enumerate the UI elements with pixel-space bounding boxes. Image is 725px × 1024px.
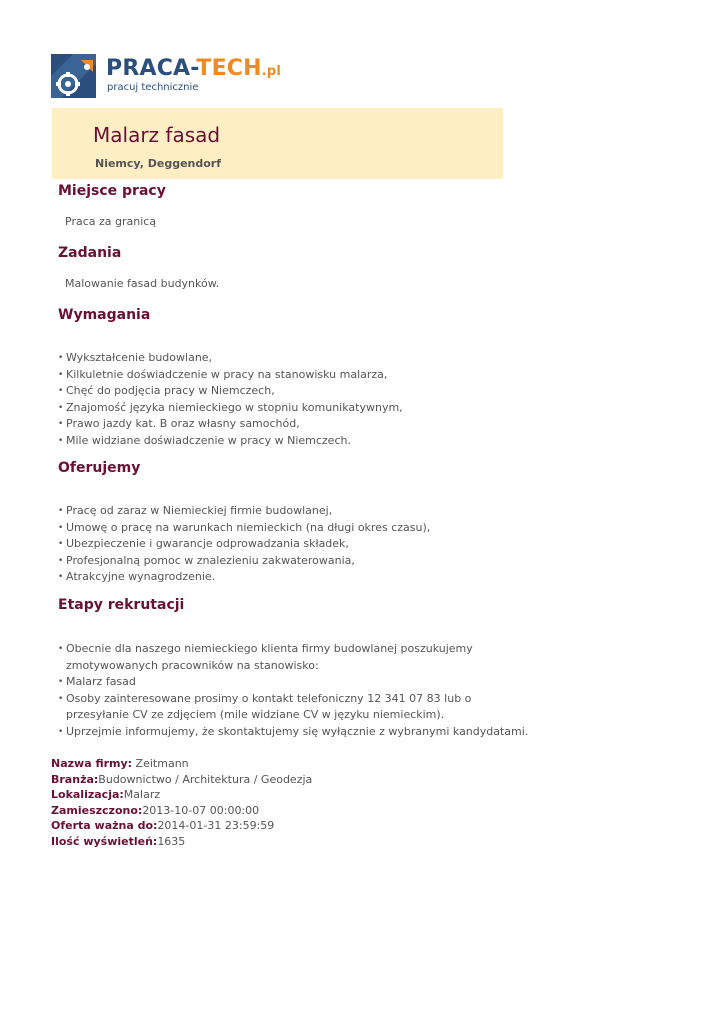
- zadania-text: Malowanie fasad budynków.: [65, 277, 220, 290]
- site-logo[interactable]: [51, 54, 282, 100]
- meta-row-industry: Branża:Budownictwo / Architektura / Geodezja: [51, 772, 313, 786]
- heading-zadania: Zadania: [58, 245, 122, 261]
- list-item: • Uprzejmie informujemy, że skontaktujemy się wyłącznie z wybranymi kandydatami.: [58, 724, 498, 741]
- meta-row-company: Nazwa firmy: Zeitmann: [51, 757, 189, 770]
- heading-wymagania: Wymagania: [58, 307, 151, 323]
- list-item: • Znajomość języka niemieckiego w stopniu komunikatywnym,: [58, 400, 498, 417]
- list-item: • Pracę od zaraz w Niemieckiej firmie budowlanej,: [58, 503, 498, 520]
- list-item: • Wykształcenie budowlane,: [58, 350, 498, 367]
- heading-oferujemy: Oferujemy: [58, 460, 141, 476]
- oferujemy-list: [58, 503, 498, 586]
- list-item: • Umowę o pracę na warunkach niemieckich (na długi okres czasu),: [58, 520, 498, 537]
- list-item: • Obecnie dla naszego niemieckiego klienta firmy budowlanej poszukujemy zmotywowanych pracowników na stanowisko:: [58, 641, 498, 674]
- job-meta: [51, 756, 312, 849]
- list-item: • Malarz fasad: [58, 674, 498, 691]
- list-item: • Prawo jazdy kat. B oraz własny samochód,: [58, 416, 498, 433]
- logo-wordmark: PRACA-TECH.pl: [106, 56, 282, 81]
- heading-miejsce-pracy: Miejsce pracy: [58, 183, 166, 199]
- meta-row-location: Lokalizacja:Malarz: [51, 788, 161, 801]
- list-item: • Kilkuletnie doświadczenie w pracy na stanowisku malarza,: [58, 367, 498, 384]
- job-title: Malarz fasad: [93, 123, 221, 147]
- miejsce-pracy-text: Praca za granicą: [65, 215, 157, 228]
- meta-row-posted: Zamieszczono:2013-10-07 00:00:00: [51, 803, 260, 817]
- meta-row-valid-until: Oferta ważna do:2014-01-31 23:59:59: [51, 819, 275, 832]
- wymagania-list: [58, 350, 498, 449]
- meta-row-views: Ilość wyświetleń:1635: [51, 834, 186, 848]
- etapy-list: [58, 641, 529, 740]
- job-header: [52, 108, 503, 179]
- list-item: • Chęć do podjęcia pracy w Niemczech,: [58, 383, 498, 400]
- list-item: • Atrakcyjne wynagrodzenie.: [58, 569, 498, 586]
- list-item: • Profesjonalną pomoc w znalezieniu zakwaterowania,: [58, 553, 498, 570]
- list-item: • Ubezpieczenie i gwarancje odprowadzania składek,: [58, 536, 498, 553]
- logo-tagline: pracuj technicznie: [107, 82, 199, 93]
- list-item: • Osoby zainteresowane prosimy o kontakt telefoniczny 12 341 07 83 lub o przesyłanie CV ze zdjęciem (mile widziane CV w języku niemieckim).: [58, 691, 498, 724]
- gear-logo-icon: [51, 54, 96, 98]
- job-location: Niemcy, Deggendorf: [95, 157, 222, 170]
- heading-etapy-rekrutacji: Etapy rekrutacji: [58, 597, 185, 613]
- list-item: • Mile widziane doświadczenie w pracy w Niemczech.: [58, 433, 498, 450]
